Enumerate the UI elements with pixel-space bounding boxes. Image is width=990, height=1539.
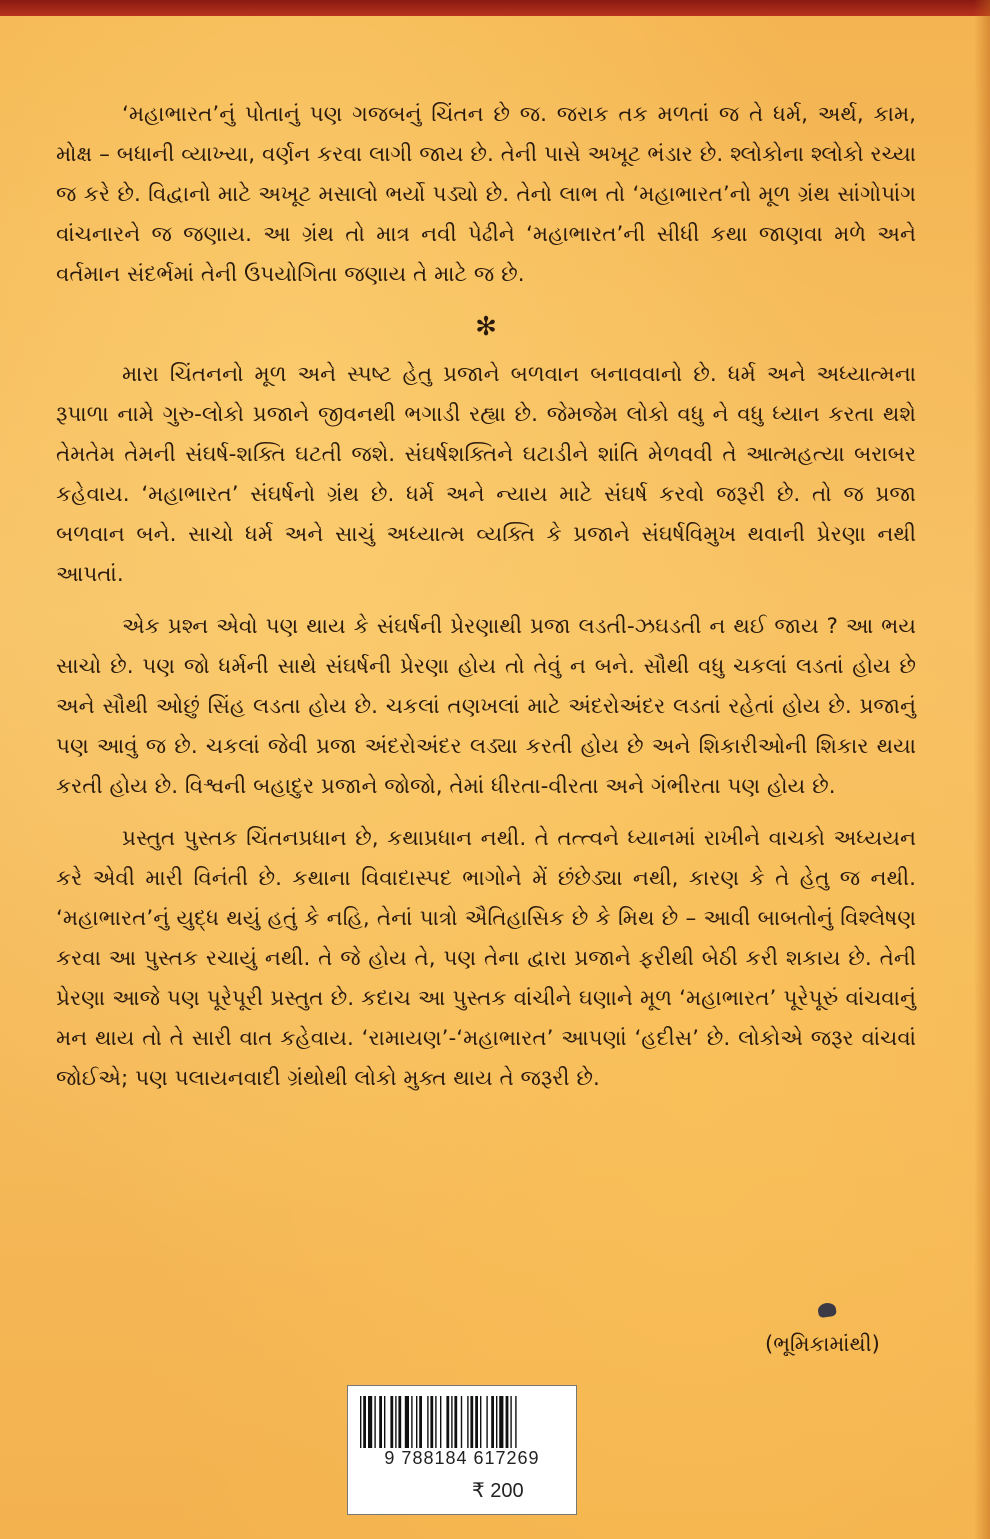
attribution: (ભૂમિકામાંથી) — [765, 1332, 880, 1356]
price: ₹ 200 — [472, 1480, 524, 1502]
ink-mark-icon — [817, 1302, 837, 1318]
barcode-icon — [360, 1396, 564, 1448]
section-separator-icon: ✻ — [475, 312, 497, 342]
back-cover-text — [56, 95, 916, 1111]
paragraph-3: એક પ્રશ્ન એવો પણ થાય કે સંઘર્ષની પ્રેરણાથી પ્રજા લડતી-ઝઘડતી ન થઈ જાય ? આ ભય સાચો છે. પણ જો ધર્મની સાથે સંઘર્ષની પ્રેરણા હોય તો તેવું ન બને. સૌથી વધુ ચકલાં લડતાં હોય છે અને સૌથી ઓછું સિંહ લડતા હોય છે. ચકલાં તણખલાં માટે અંદરોઅંદર લડતાં રહેતાં હોય છે. પ્રજાનું પણ આવું જ છે. ચકલાં જેવી પ્રજા અંદરોઅંદર લડ્યા કરતી હોય છે અને શિકારીઓની શિકાર થયા કરતી હોય છે. વિશ્વની બહાદુર પ્રજાને જોજો, તેમાં ધીરતા-વીરતા અને ગંભીરતા પણ હોય છે. — [56, 614, 916, 799]
cover-spine-edge — [974, 0, 990, 1539]
barcode-label — [347, 1385, 577, 1515]
paragraph-1: ‘મહાભારત’નું પોતાનું પણ ગજબનું ચિંતન છે જ. જરાક તક મળતાં જ તે ધર્મ, અર્થ, કામ, મોક્ષ – બધાની વ્યાખ્યા, વર્ણન કરવા લાગી જાય છે. તેની પાસે અખૂટ ભંડાર છે. શ્લોકોના શ્લોકો રચ્યા જ કરે છે. વિદ્વાનો માટે અખૂટ મસાલો ભર્યો પડ્યો છે. તેનો લાભ તો ‘મહાભારત’નો મૂળ ગ્રંથ સાંગોપાંગ વાંચનારને જ જણાય. આ ગ્રંથ તો માત્ર નવી પેઢીને ‘મહાભારત’ની સીધી કથા જાણવા મળે અને વર્તમાન સંદર્ભમાં તેની ઉપયોગિતા જણાય તે માટે જ છે. — [56, 102, 916, 287]
isbn-number: 9 788184 617269 — [384, 1448, 540, 1468]
cover-top-strip — [0, 0, 990, 16]
paragraph-4: પ્રસ્તુત પુસ્તક ચિંતનપ્રધાન છે, કથાપ્રધાન નથી. તે તત્ત્વને ધ્યાનમાં રાખીને વાચકો અધ્યયન કરે એવી મારી વિનંતી છે. કથાના વિવાદાસ્પદ ભાગોને મેં છંછેડ્યા નથી, કારણ કે તે હેતુ જ નથી. ‘મહાભારત’નું યુદ્ધ થયું હતું કે નહિ, તેનાં પાત્રો ઐતિહાસિક છે કે મિથ છે – આવી બાબતોનું વિશ્લેષણ કરવા આ પુસ્તક રચાયું નથી. તે જે હોય તે, પણ તેના દ્વારા પ્રજાને ફરીથી બેઠી કરી શકાય છે. તેની પ્રેરણા આજે પણ પૂરેપૂરી પ્રસ્તુત છે. કદાચ આ પુસ્તક વાંચીને ઘણાને મૂળ ‘મહાભારત’ પૂરેપૂરું વાંચવાનું મન થાય તો તે સારી વાત કહેવાય. ‘રામાયણ’-‘મહાભારત’ આપણાં ‘હદીસ’ છે. લોકોએ જરૂર વાંચવાં જોઈએ; પણ પલાયનવાદી ગ્રંથોથી લોકો મુક્ત થાય તે જરૂરી છે. — [56, 826, 916, 1091]
paragraph-2: મારા ચિંતનનો મૂળ અને સ્પષ્ટ હેતુ પ્રજાને બળવાન બનાવવાનો છે. ધર્મ અને અધ્યાત્મના રૂપાળા નામે ગુરુ-લોકો પ્રજાને જીવનથી ભગાડી રહ્યા છે. જેમજેમ લોકો વધુ ને વધુ ધ્યાન કરતા થશે તેમતેમ તેમની સંઘર્ષ-શક્તિ ઘટતી જશે. સંઘર્ષશક્તિને ઘટાડીને શાંતિ મેળવવી તે આત્મહત્યા બરાબર કહેવાય. ‘મહાભારત’ સંઘર્ષનો ગ્રંથ છે. ધર્મ અને ન્યાય માટે સંઘર્ષ કરવો જરૂરી છે. તો જ પ્રજા બળવાન બને. સાચો ધર્મ અને સાચું અધ્યાત્મ વ્યક્તિ કે પ્રજાને સંઘર્ષવિમુખ થવાની પ્રેરણા નથી આપતાં. — [56, 362, 916, 587]
